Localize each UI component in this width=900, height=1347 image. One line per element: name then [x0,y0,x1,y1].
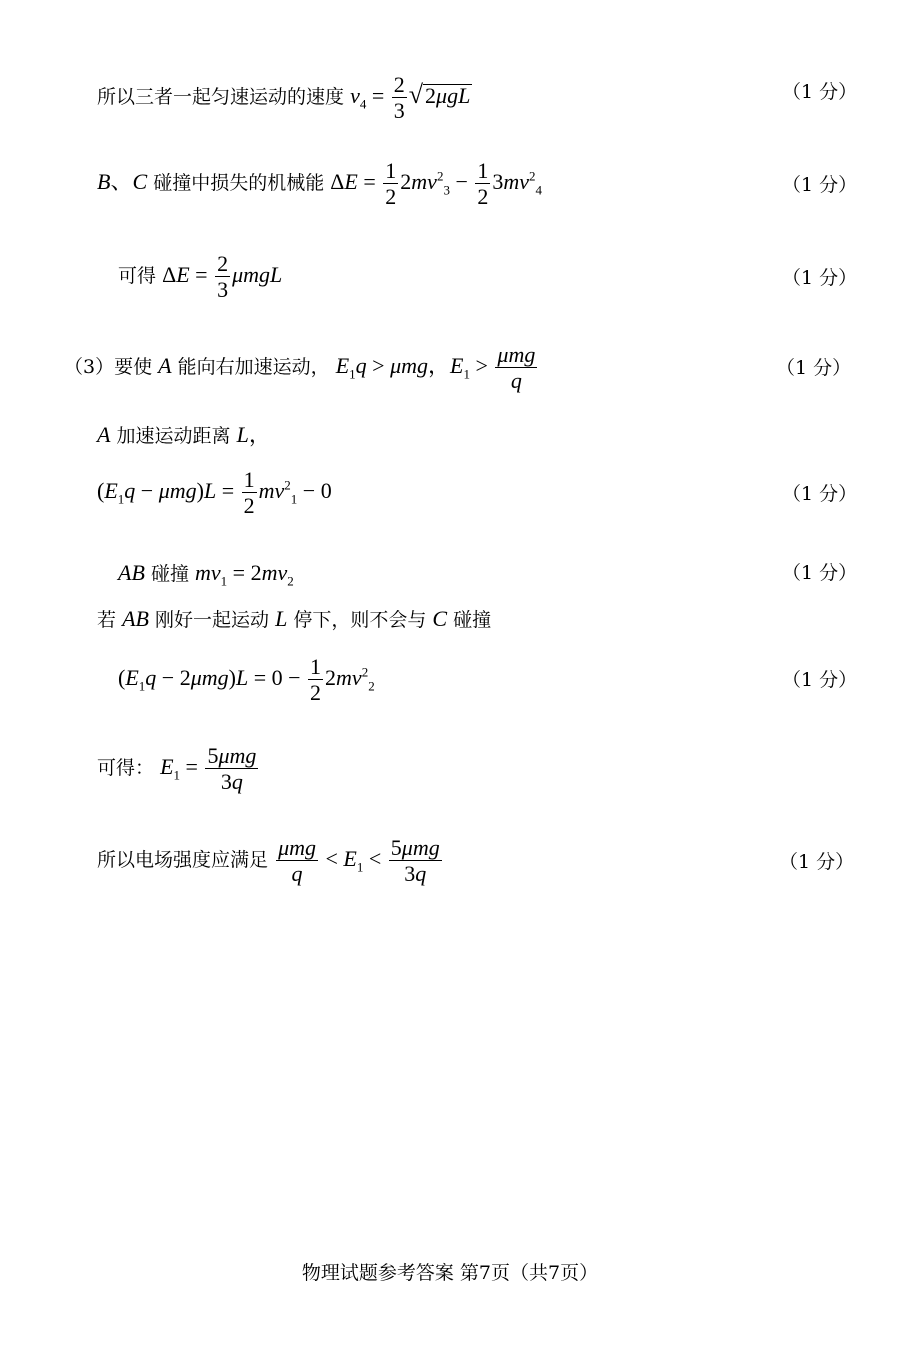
formula-energy-1: $(E_1q - \mu mg)L$ = $\frac{1}{2}$ $mv^2_1 - 0$ [97,467,332,519]
score-2: （1 分） [782,174,858,196]
line-2-text: 碰撞中损失的机械能 [153,171,325,194]
score-3: （1 分） [782,267,858,289]
formula-condition: $E_1q > \mu mg$，$E_1$ > $\frac{\text{μmg}}{q}$ [335,342,536,394]
label-bc: B、C [97,168,148,194]
line-9 [118,654,375,706]
formula-momentum: $mv_1 = 2mv_2$ [195,560,294,589]
formula-delta-e: ΔE = $\frac{1}{2}$ $2mv^2_3$ − $\frac{1}{2}$ $3mv^2_4$ [330,158,543,210]
formula-range: $\frac{\text{μmg}}{q}$ < $E_1$ < $\frac{\text{5μmg}}{3q}$ [278,835,440,887]
line-8-text3: 停下，则不会与 [293,609,427,631]
line-4-text: （3）要使 [64,355,153,378]
line-11-text: 所以电场强度应满足 [97,848,269,871]
line-2 [97,158,542,210]
line-4-text2: 能向右加速运动， [177,355,330,378]
line-1 [97,72,472,124]
formula-v4: $v_4$ = $\frac{2}{3}$ √2μgL [350,72,471,124]
line-5: A 加速运动距离 L， [97,422,271,447]
line-8-text2: 刚好一起运动 [155,609,270,631]
line-11 [97,835,444,887]
line-4: （3）要使 A 能向右加速运动， $E_1q > \mu mg$，$E_1$ > $\frac{\text{μmg}}{q}$ [64,342,539,394]
line-1-text: 所以三者一起匀速运动的速度 [97,85,345,108]
line-8: 若 AB 刚好一起运动 L 停下，则不会与 C 碰撞 [97,606,492,631]
line-10 [97,743,260,795]
line-10-text: 可得： [97,756,155,779]
line-5-text: 加速运动距离 [116,425,231,447]
score-1: （1 分） [782,81,858,103]
line-8-text4: 碰撞 [453,609,492,631]
line-7: AB 碰撞 $mv_1 = 2mv_2$ [118,560,294,589]
formula-e1: $E_1$ = $\frac{\text{5μmg}}{3q}$ [160,743,257,795]
score-11: （1 分） [779,851,855,873]
score-6: （1 分） [782,483,858,505]
line-3-text: 可得 [118,264,157,287]
line-8-text: 若 [97,609,117,631]
line-7-text: 碰撞 [150,563,189,585]
score-9: （1 分） [782,669,858,691]
score-4: （1 分） [776,357,852,379]
formula-energy-2: $(E_1q - 2\mu mg)L = 0$ − $\frac{1}{2}$ $2mv^2_2$ [118,654,375,706]
line-3 [118,251,282,303]
page-footer: 物理试题参考答案 第7页（共7页） [301,1262,599,1284]
formula-delta-e-result: ΔE = $\frac{2}{3}$ μmgL [162,251,283,303]
score-7: （1 分） [782,562,858,584]
line-6 [97,467,332,519]
